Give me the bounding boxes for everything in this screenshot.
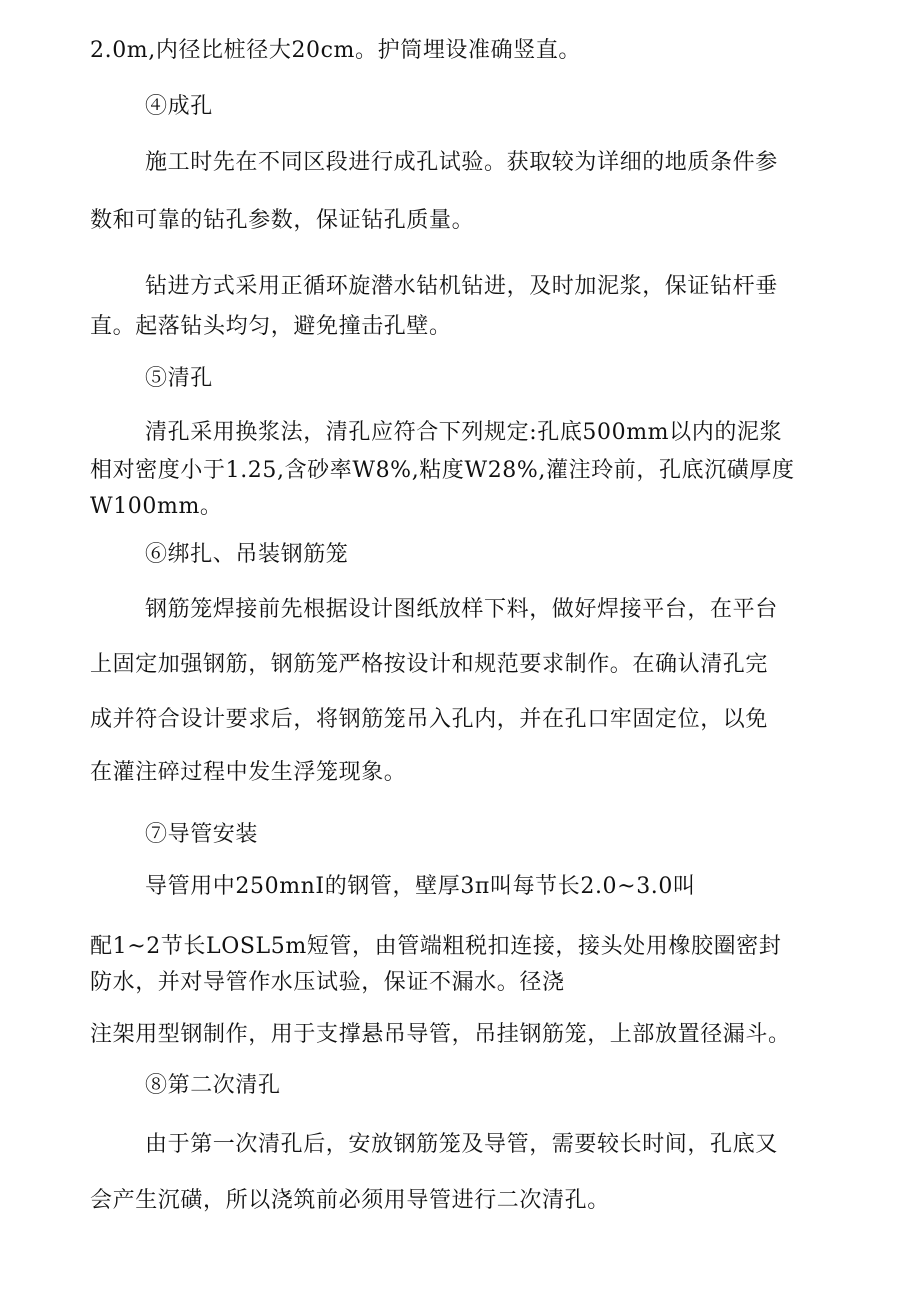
text-line: 相对密度小于1.25,含砂率W8%,粘度W28%,灌注玲前，孔底沉磺厚度 [90,458,795,483]
text-line: 由于第一次清孔后，安放钢筋笼及导管，需要较长时间，孔底又 [145,1132,778,1157]
section-heading-drilling: ④成孔 [145,94,213,119]
text-line: 施工时先在不同区段进行成孔试验。获取较为详细的地质条件参 [145,150,778,175]
text-line: 上固定加强钢筋，钢筋笼严格按设计和规范要求制作。在确认清孔完 [90,652,769,677]
text-line: 成并符合设计要求后，将钢筋笼吊入孔内，并在孔口牢固定位，以免 [90,707,769,732]
text-line: 注架用型钢制作，用于支撑悬吊导管，吊挂钢筋笼，上部放置径漏斗。 [90,1022,791,1047]
text-line-casing-spec: 2.0m,内径比桩径大20cm。护筒埋设准确竖直。 [90,38,582,63]
text-line: 防水，并对导管作水压试验，保证不漏水。径浇 [90,970,565,995]
text-line: 配1~2节长LOSL5m短管，由管端粗税扣连接，接头处用橡胶圈密封 [90,934,782,959]
text-line: 直。起落钻头均匀，避免撞击孔壁。 [90,314,452,339]
text-line: 清孔采用换浆法，清孔应符合下列规定:孔底500mm以内的泥浆 [145,420,783,445]
section-heading-tremie-pipe: ⑦导管安装 [145,822,259,847]
text-line: 钢筋笼焊接前先根据设计图纸放样下料，做好焊接平台，在平台 [145,597,778,622]
text-line: 数和可靠的钻孔参数，保证钻孔质量。 [90,208,475,233]
text-line: W100mm。 [90,494,223,519]
section-heading-rebar-cage: ⑥绑扎、吊装钢筋笼 [145,542,349,567]
text-line: 在灌注碎过程中发生浮笼现象。 [90,760,407,785]
section-heading-hole-cleaning: ⑤清孔 [145,366,213,391]
text-line: 会产生沉磺，所以浇筑前必须用导管进行二次清孔。 [90,1188,610,1213]
text-line: 钻进方式采用正循环旋潜水钻机钻进，及时加泥浆，保证钻杆垂 [145,274,778,299]
text-line: 导管用中250mnI的钢管，壁厚3π叫每节长2.0~3.0叫 [145,874,696,899]
section-heading-second-cleaning: ⑧第二次清孔 [145,1073,281,1098]
